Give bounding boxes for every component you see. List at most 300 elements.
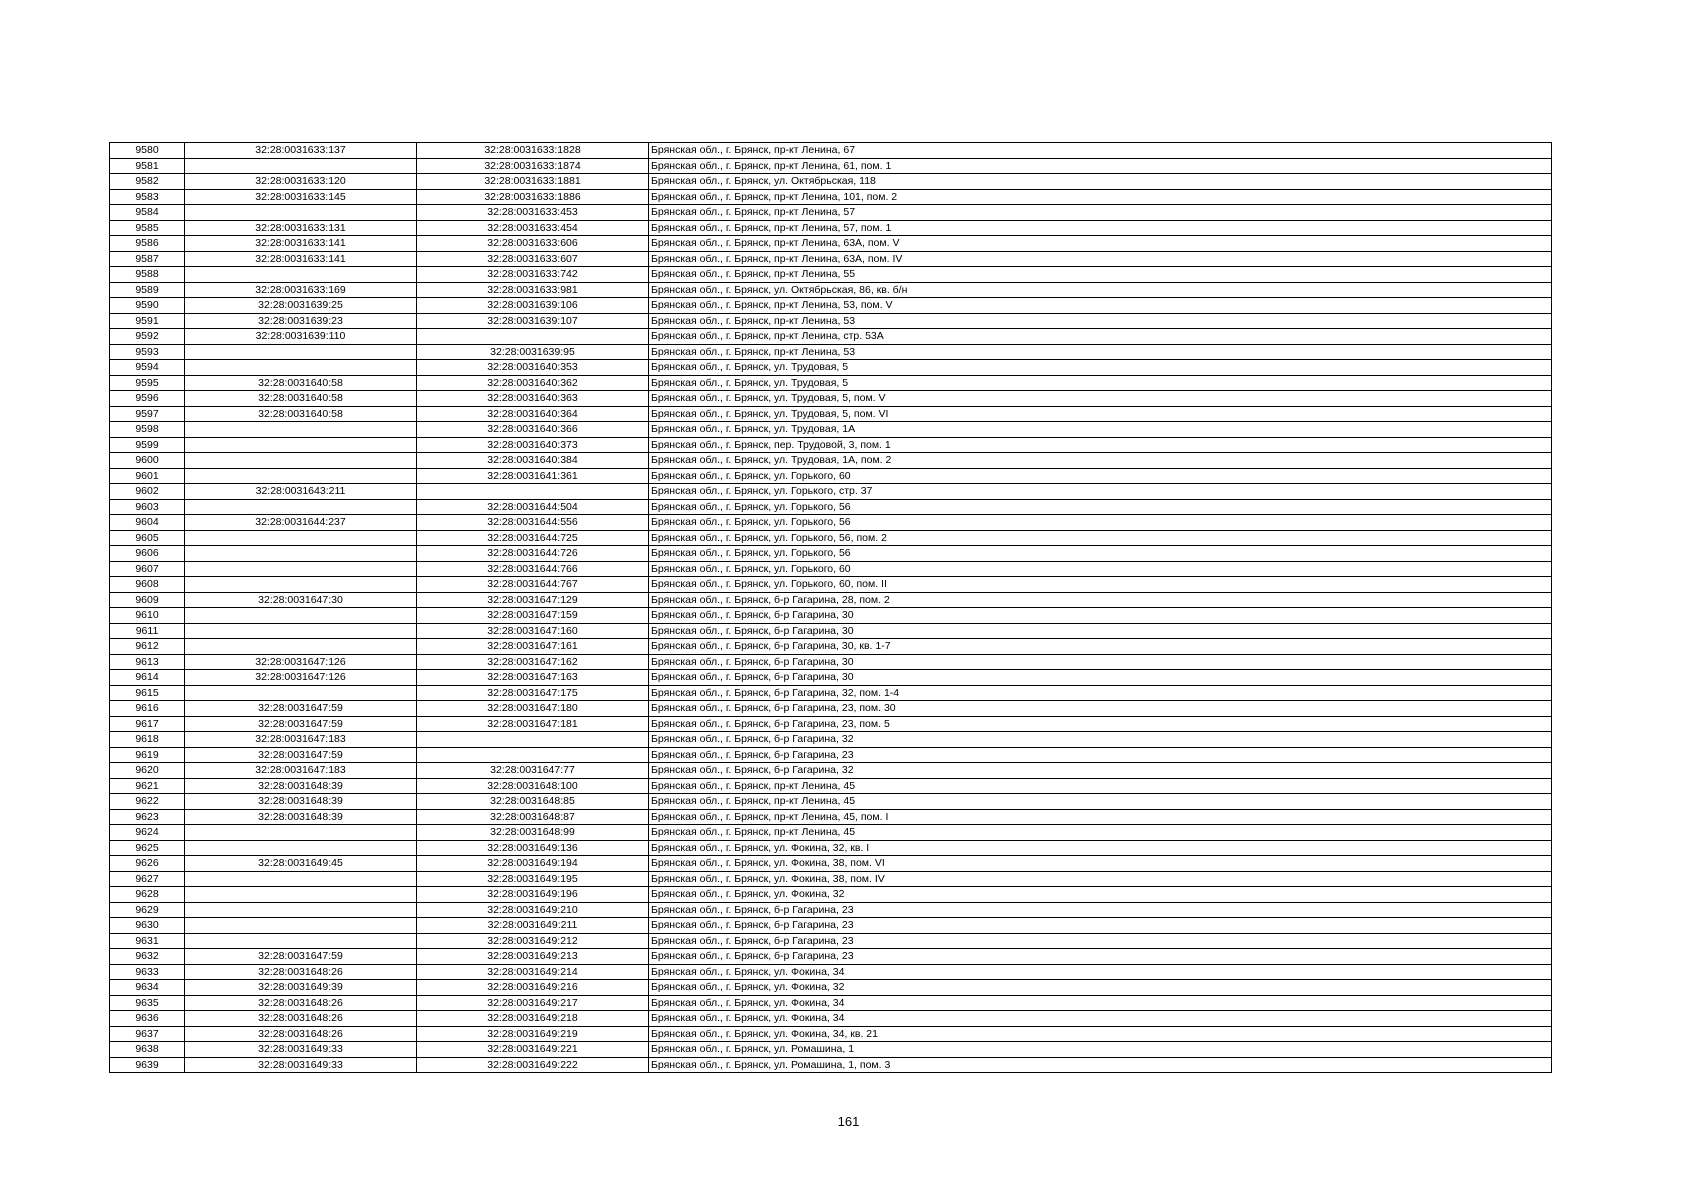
cadastral-number-cell: 32:28:0031639:106 (417, 298, 649, 314)
parent-cadastral-number-cell: 32:28:0031648:39 (185, 809, 417, 825)
table-row (110, 778, 1552, 794)
table-row (110, 592, 1552, 608)
address-cell: Брянская обл., г. Брянск, пр-кт Ленина, 53 (649, 344, 1552, 360)
address-cell: Брянская обл., г. Брянск, ул. Фокина, 32 (649, 980, 1552, 996)
parent-cadastral-number-cell (185, 577, 417, 593)
parent-cadastral-number-cell (185, 871, 417, 887)
cadastral-number-cell: 32:28:0031640:373 (417, 437, 649, 453)
cadastral-number-cell: 32:28:0031649:216 (417, 980, 649, 996)
table-row (110, 995, 1552, 1011)
parent-cadastral-number-cell: 32:28:0031633:141 (185, 251, 417, 267)
row-number-cell: 9626 (110, 856, 185, 872)
row-number-cell: 9594 (110, 360, 185, 376)
table-row (110, 329, 1552, 345)
table-row (110, 964, 1552, 980)
address-cell: Брянская обл., г. Брянск, пр-кт Ленина, 61, пом. 1 (649, 158, 1552, 174)
row-number-cell: 9619 (110, 747, 185, 763)
cadastral-number-cell: 32:28:0031649:222 (417, 1057, 649, 1073)
address-cell: Брянская обл., г. Брянск, ул. Трудовая, 5, пом. VI (649, 406, 1552, 422)
cadastral-number-cell: 32:28:0031640:362 (417, 375, 649, 391)
parent-cadastral-number-cell: 32:28:0031649:45 (185, 856, 417, 872)
cadastral-number-cell: 32:28:0031633:453 (417, 205, 649, 221)
parent-cadastral-number-cell (185, 453, 417, 469)
cadastral-number-cell: 32:28:0031647:175 (417, 685, 649, 701)
cadastral-number-cell: 32:28:0031644:767 (417, 577, 649, 593)
address-cell: Брянская обл., г. Брянск, ул. Трудовая, 5, пом. V (649, 391, 1552, 407)
parent-cadastral-number-cell (185, 639, 417, 655)
table-row (110, 716, 1552, 732)
row-number-cell: 9604 (110, 515, 185, 531)
parent-cadastral-number-cell (185, 344, 417, 360)
parent-cadastral-number-cell: 32:28:0031633:137 (185, 143, 417, 159)
cadastral-number-cell: 32:28:0031640:384 (417, 453, 649, 469)
parent-cadastral-number-cell: 32:28:0031647:59 (185, 949, 417, 965)
table-row (110, 453, 1552, 469)
table-row (110, 623, 1552, 639)
address-cell: Брянская обл., г. Брянск, ул. Горького, 56 (649, 515, 1552, 531)
row-number-cell: 9609 (110, 592, 185, 608)
table-row (110, 949, 1552, 965)
table-row (110, 236, 1552, 252)
table-row (110, 856, 1552, 872)
parent-cadastral-number-cell (185, 267, 417, 283)
parent-cadastral-number-cell (185, 887, 417, 903)
parent-cadastral-number-cell (185, 561, 417, 577)
row-number-cell: 9623 (110, 809, 185, 825)
cadastral-number-cell: 32:28:0031633:1828 (417, 143, 649, 159)
cadastral-number-cell: 32:28:0031649:219 (417, 1026, 649, 1042)
parent-cadastral-number-cell: 32:28:0031643:211 (185, 484, 417, 500)
row-number-cell: 9625 (110, 840, 185, 856)
row-number-cell: 9621 (110, 778, 185, 794)
cadastral-number-cell: 32:28:0031644:556 (417, 515, 649, 531)
cadastral-number-cell: 32:28:0031644:504 (417, 499, 649, 515)
parent-cadastral-number-cell (185, 546, 417, 562)
parent-cadastral-number-cell: 32:28:0031647:30 (185, 592, 417, 608)
cadastral-number-cell (417, 484, 649, 500)
row-number-cell: 9585 (110, 220, 185, 236)
table-row (110, 391, 1552, 407)
row-number-cell: 9597 (110, 406, 185, 422)
parent-cadastral-number-cell (185, 918, 417, 934)
cadastral-number-cell: 32:28:0031648:100 (417, 778, 649, 794)
address-cell: Брянская обл., г. Брянск, б-р Гагарина, 23 (649, 933, 1552, 949)
address-cell: Брянская обл., г. Брянск, ул. Трудовая, 1А, пом. 2 (649, 453, 1552, 469)
parent-cadastral-number-cell: 32:28:0031633:141 (185, 236, 417, 252)
cadastral-number-cell: 32:28:0031639:107 (417, 313, 649, 329)
table-row (110, 1011, 1552, 1027)
row-number-cell: 9620 (110, 763, 185, 779)
address-cell: Брянская обл., г. Брянск, б-р Гагарина, 30 (649, 608, 1552, 624)
page-number: 161 (837, 1114, 860, 1129)
parent-cadastral-number-cell: 32:28:0031639:25 (185, 298, 417, 314)
address-cell: Брянская обл., г. Брянск, ул. Фокина, 38, пом. IV (649, 871, 1552, 887)
cadastral-number-cell: 32:28:0031649:212 (417, 933, 649, 949)
address-cell: Брянская обл., г. Брянск, ул. Горького, 60 (649, 468, 1552, 484)
row-number-cell: 9593 (110, 344, 185, 360)
row-number-cell: 9608 (110, 577, 185, 593)
address-cell: Брянская обл., г. Брянск, ул. Горького, 60 (649, 561, 1552, 577)
address-cell: Брянская обл., г. Брянск, б-р Гагарина, 28, пом. 2 (649, 592, 1552, 608)
table-row (110, 918, 1552, 934)
address-cell: Брянская обл., г. Брянск, пр-кт Ленина, 45, пом. I (649, 809, 1552, 825)
address-cell: Брянская обл., г. Брянск, б-р Гагарина, 30, кв. 1-7 (649, 639, 1552, 655)
cadastral-number-cell: 32:28:0031648:85 (417, 794, 649, 810)
address-cell: Брянская обл., г. Брянск, ул. Фокина, 34 (649, 964, 1552, 980)
row-number-cell: 9587 (110, 251, 185, 267)
row-number-cell: 9591 (110, 313, 185, 329)
table-row (110, 763, 1552, 779)
parent-cadastral-number-cell: 32:28:0031648:26 (185, 964, 417, 980)
row-number-cell: 9630 (110, 918, 185, 934)
row-number-cell: 9592 (110, 329, 185, 345)
address-cell: Брянская обл., г. Брянск, б-р Гагарина, 30 (649, 623, 1552, 639)
parent-cadastral-number-cell (185, 360, 417, 376)
cadastral-number-cell: 32:28:0031649:196 (417, 887, 649, 903)
cadastral-number-cell: 32:28:0031644:726 (417, 546, 649, 562)
cadastral-number-cell: 32:28:0031647:180 (417, 701, 649, 717)
parent-cadastral-number-cell: 32:28:0031648:39 (185, 794, 417, 810)
cadastral-table (109, 142, 1552, 1073)
table-row (110, 515, 1552, 531)
parent-cadastral-number-cell: 32:28:0031648:26 (185, 1026, 417, 1042)
table-row (110, 546, 1552, 562)
cadastral-number-cell: 32:28:0031644:766 (417, 561, 649, 577)
address-cell: Брянская обл., г. Брянск, ул. Трудовая, 1А (649, 422, 1552, 438)
row-number-cell: 9628 (110, 887, 185, 903)
table-row (110, 887, 1552, 903)
row-number-cell: 9622 (110, 794, 185, 810)
row-number-cell: 9615 (110, 685, 185, 701)
address-cell: Брянская обл., г. Брянск, пер. Трудовой, 3, пом. 1 (649, 437, 1552, 453)
parent-cadastral-number-cell: 32:28:0031639:23 (185, 313, 417, 329)
address-cell: Брянская обл., г. Брянск, б-р Гагарина, 23 (649, 949, 1552, 965)
cadastral-number-cell: 32:28:0031649:211 (417, 918, 649, 934)
parent-cadastral-number-cell: 32:28:0031647:126 (185, 670, 417, 686)
row-number-cell: 9627 (110, 871, 185, 887)
cadastral-number-cell: 32:28:0031633:981 (417, 282, 649, 298)
table-row (110, 189, 1552, 205)
address-cell: Брянская обл., г. Брянск, ул. Октябрьская, 86, кв. б/н (649, 282, 1552, 298)
cadastral-number-cell: 32:28:0031649:194 (417, 856, 649, 872)
table-row (110, 344, 1552, 360)
cadastral-number-cell: 32:28:0031649:217 (417, 995, 649, 1011)
cadastral-number-cell: 32:28:0031649:210 (417, 902, 649, 918)
cadastral-number-cell: 32:28:0031649:218 (417, 1011, 649, 1027)
parent-cadastral-number-cell: 32:28:0031647:183 (185, 732, 417, 748)
table-row (110, 468, 1552, 484)
parent-cadastral-number-cell: 32:28:0031647:59 (185, 701, 417, 717)
cadastral-number-cell (417, 329, 649, 345)
address-cell: Брянская обл., г. Брянск, пр-кт Ленина, 63А, пом. IV (649, 251, 1552, 267)
address-cell: Брянская обл., г. Брянск, пр-кт Ленина, 53, пом. V (649, 298, 1552, 314)
address-cell: Брянская обл., г. Брянск, б-р Гагарина, 23 (649, 747, 1552, 763)
row-number-cell: 9589 (110, 282, 185, 298)
row-number-cell: 9638 (110, 1042, 185, 1058)
address-cell: Брянская обл., г. Брянск, пр-кт Ленина, стр. 53А (649, 329, 1552, 345)
address-cell: Брянская обл., г. Брянск, ул. Ромашина, 1, пом. 3 (649, 1057, 1552, 1073)
row-number-cell: 9603 (110, 499, 185, 515)
row-number-cell: 9611 (110, 623, 185, 639)
table-row (110, 499, 1552, 515)
address-cell: Брянская обл., г. Брянск, ул. Фокина, 32, кв. I (649, 840, 1552, 856)
table-row (110, 639, 1552, 655)
table-row (110, 375, 1552, 391)
row-number-cell: 9639 (110, 1057, 185, 1073)
row-number-cell: 9586 (110, 236, 185, 252)
row-number-cell: 9598 (110, 422, 185, 438)
table-row (110, 871, 1552, 887)
table-row (110, 484, 1552, 500)
row-number-cell: 9584 (110, 205, 185, 221)
table-row (110, 1026, 1552, 1042)
parent-cadastral-number-cell (185, 422, 417, 438)
table-row (110, 267, 1552, 283)
row-number-cell: 9635 (110, 995, 185, 1011)
cadastral-number-cell: 32:28:0031633:742 (417, 267, 649, 283)
cadastral-number-cell: 32:28:0031649:195 (417, 871, 649, 887)
table-row (110, 747, 1552, 763)
cadastral-number-cell: 32:28:0031649:213 (417, 949, 649, 965)
table-row (110, 933, 1552, 949)
cadastral-number-cell: 32:28:0031640:353 (417, 360, 649, 376)
address-cell: Брянская обл., г. Брянск, б-р Гагарина, 23 (649, 918, 1552, 934)
parent-cadastral-number-cell (185, 933, 417, 949)
parent-cadastral-number-cell (185, 530, 417, 546)
cadastral-number-cell: 32:28:0031640:363 (417, 391, 649, 407)
table-row (110, 220, 1552, 236)
row-number-cell: 9583 (110, 189, 185, 205)
address-cell: Брянская обл., г. Брянск, ул. Трудовая, 5 (649, 360, 1552, 376)
address-cell: Брянская обл., г. Брянск, ул. Октябрьская, 118 (649, 174, 1552, 190)
table-row (110, 298, 1552, 314)
address-cell: Брянская обл., г. Брянск, ул. Ромашина, 1 (649, 1042, 1552, 1058)
cadastral-number-cell: 32:28:0031647:161 (417, 639, 649, 655)
row-number-cell: 9612 (110, 639, 185, 655)
row-number-cell: 9634 (110, 980, 185, 996)
table-row (110, 313, 1552, 329)
table-row (110, 158, 1552, 174)
parent-cadastral-number-cell: 32:28:0031649:39 (185, 980, 417, 996)
cadastral-number-cell: 32:28:0031647:163 (417, 670, 649, 686)
table-row (110, 902, 1552, 918)
row-number-cell: 9605 (110, 530, 185, 546)
table-row (110, 530, 1552, 546)
table-row (110, 561, 1552, 577)
parent-cadastral-number-cell (185, 437, 417, 453)
address-cell: Брянская обл., г. Брянск, пр-кт Ленина, 57, пом. 1 (649, 220, 1552, 236)
row-number-cell: 9610 (110, 608, 185, 624)
parent-cadastral-number-cell: 32:28:0031633:131 (185, 220, 417, 236)
table-row (110, 1042, 1552, 1058)
row-number-cell: 9599 (110, 437, 185, 453)
cadastral-number-cell: 32:28:0031640:364 (417, 406, 649, 422)
cadastral-number-cell: 32:28:0031648:99 (417, 825, 649, 841)
address-cell: Брянская обл., г. Брянск, ул. Горького, 56 (649, 499, 1552, 515)
row-number-cell: 9595 (110, 375, 185, 391)
parent-cadastral-number-cell: 32:28:0031639:110 (185, 329, 417, 345)
table-row (110, 840, 1552, 856)
table-row (110, 980, 1552, 996)
table-row (110, 251, 1552, 267)
address-cell: Брянская обл., г. Брянск, ул. Горького, 56 (649, 546, 1552, 562)
address-cell: Брянская обл., г. Брянск, ул. Фокина, 34 (649, 1011, 1552, 1027)
cadastral-number-cell: 32:28:0031633:1886 (417, 189, 649, 205)
address-cell: Брянская обл., г. Брянск, пр-кт Ленина, 63А, пом. V (649, 236, 1552, 252)
address-cell: Брянская обл., г. Брянск, б-р Гагарина, 23, пом. 5 (649, 716, 1552, 732)
table-row (110, 205, 1552, 221)
table-row (110, 654, 1552, 670)
cadastral-number-cell: 32:28:0031639:95 (417, 344, 649, 360)
parent-cadastral-number-cell: 32:28:0031633:145 (185, 189, 417, 205)
parent-cadastral-number-cell: 32:28:0031648:39 (185, 778, 417, 794)
cadastral-number-cell: 32:28:0031647:162 (417, 654, 649, 670)
address-cell: Брянская обл., г. Брянск, ул. Фокина, 38, пом. VI (649, 856, 1552, 872)
address-cell: Брянская обл., г. Брянск, б-р Гагарина, 30 (649, 654, 1552, 670)
row-number-cell: 9633 (110, 964, 185, 980)
cadastral-number-cell: 32:28:0031649:221 (417, 1042, 649, 1058)
table-row (110, 732, 1552, 748)
row-number-cell: 9629 (110, 902, 185, 918)
table-row (110, 577, 1552, 593)
table-row (110, 406, 1552, 422)
address-cell: Брянская обл., г. Брянск, пр-кт Ленина, 45 (649, 778, 1552, 794)
table-row (110, 685, 1552, 701)
cadastral-number-cell: 32:28:0031640:366 (417, 422, 649, 438)
address-cell: Брянская обл., г. Брянск, б-р Гагарина, 23 (649, 902, 1552, 918)
address-cell: Брянская обл., г. Брянск, б-р Гагарина, 32 (649, 763, 1552, 779)
table-row (110, 282, 1552, 298)
table-row (110, 422, 1552, 438)
parent-cadastral-number-cell: 32:28:0031633:169 (185, 282, 417, 298)
cadastral-number-cell: 32:28:0031641:361 (417, 468, 649, 484)
table-row (110, 1057, 1552, 1073)
table-row (110, 809, 1552, 825)
cadastral-number-cell (417, 732, 649, 748)
address-cell: Брянская обл., г. Брянск, пр-кт Ленина, 101, пом. 2 (649, 189, 1552, 205)
table-row (110, 670, 1552, 686)
row-number-cell: 9614 (110, 670, 185, 686)
cadastral-number-cell: 32:28:0031633:1874 (417, 158, 649, 174)
table-row (110, 701, 1552, 717)
parent-cadastral-number-cell (185, 685, 417, 701)
table-body (110, 143, 1552, 1073)
row-number-cell: 9582 (110, 174, 185, 190)
address-cell: Брянская обл., г. Брянск, б-р Гагарина, 30 (649, 670, 1552, 686)
row-number-cell: 9632 (110, 949, 185, 965)
parent-cadastral-number-cell (185, 499, 417, 515)
row-number-cell: 9588 (110, 267, 185, 283)
row-number-cell: 9636 (110, 1011, 185, 1027)
cadastral-number-cell (417, 747, 649, 763)
cadastral-number-cell: 32:28:0031649:214 (417, 964, 649, 980)
cadastral-number-cell: 32:28:0031647:77 (417, 763, 649, 779)
parent-cadastral-number-cell (185, 902, 417, 918)
address-cell: Брянская обл., г. Брянск, пр-кт Ленина, 55 (649, 267, 1552, 283)
address-cell: Брянская обл., г. Брянск, пр-кт Ленина, 57 (649, 205, 1552, 221)
address-cell: Брянская обл., г. Брянск, ул. Фокина, 32 (649, 887, 1552, 903)
row-number-cell: 9631 (110, 933, 185, 949)
row-number-cell: 9596 (110, 391, 185, 407)
table-row (110, 608, 1552, 624)
address-cell: Брянская обл., г. Брянск, пр-кт Ленина, 67 (649, 143, 1552, 159)
cadastral-number-cell: 32:28:0031633:454 (417, 220, 649, 236)
parent-cadastral-number-cell (185, 205, 417, 221)
row-number-cell: 9590 (110, 298, 185, 314)
table-row (110, 360, 1552, 376)
row-number-cell: 9601 (110, 468, 185, 484)
table-row (110, 825, 1552, 841)
table-row (110, 794, 1552, 810)
parent-cadastral-number-cell: 32:28:0031649:33 (185, 1042, 417, 1058)
row-number-cell: 9618 (110, 732, 185, 748)
table-row (110, 437, 1552, 453)
row-number-cell: 9602 (110, 484, 185, 500)
parent-cadastral-number-cell: 32:28:0031647:126 (185, 654, 417, 670)
table-row (110, 143, 1552, 159)
parent-cadastral-number-cell (185, 468, 417, 484)
address-cell: Брянская обл., г. Брянск, б-р Гагарина, 32, пом. 1-4 (649, 685, 1552, 701)
address-cell: Брянская обл., г. Брянск, пр-кт Ленина, 45 (649, 794, 1552, 810)
row-number-cell: 9607 (110, 561, 185, 577)
address-cell: Брянская обл., г. Брянск, ул. Горького, стр. 37 (649, 484, 1552, 500)
cadastral-number-cell: 32:28:0031647:160 (417, 623, 649, 639)
parent-cadastral-number-cell (185, 840, 417, 856)
address-cell: Брянская обл., г. Брянск, ул. Горького, 56, пом. 2 (649, 530, 1552, 546)
address-cell: Брянская обл., г. Брянск, пр-кт Ленина, 45 (649, 825, 1552, 841)
parent-cadastral-number-cell: 32:28:0031644:237 (185, 515, 417, 531)
row-number-cell: 9580 (110, 143, 185, 159)
parent-cadastral-number-cell: 32:28:0031640:58 (185, 375, 417, 391)
address-cell: Брянская обл., г. Брянск, ул. Трудовая, 5 (649, 375, 1552, 391)
parent-cadastral-number-cell (185, 825, 417, 841)
row-number-cell: 9606 (110, 546, 185, 562)
parent-cadastral-number-cell (185, 623, 417, 639)
address-cell: Брянская обл., г. Брянск, ул. Горького, 60, пом. II (649, 577, 1552, 593)
parent-cadastral-number-cell: 32:28:0031640:58 (185, 406, 417, 422)
row-number-cell: 9624 (110, 825, 185, 841)
parent-cadastral-number-cell (185, 158, 417, 174)
cadastral-number-cell: 32:28:0031644:725 (417, 530, 649, 546)
row-number-cell: 9637 (110, 1026, 185, 1042)
cadastral-number-cell: 32:28:0031633:1881 (417, 174, 649, 190)
address-cell: Брянская обл., г. Брянск, ул. Фокина, 34 (649, 995, 1552, 1011)
row-number-cell: 9600 (110, 453, 185, 469)
address-cell: Брянская обл., г. Брянск, б-р Гагарина, 23, пом. 30 (649, 701, 1552, 717)
cadastral-number-cell: 32:28:0031647:129 (417, 592, 649, 608)
address-cell: Брянская обл., г. Брянск, ул. Фокина, 34, кв. 21 (649, 1026, 1552, 1042)
row-number-cell: 9616 (110, 701, 185, 717)
parent-cadastral-number-cell: 32:28:0031647:183 (185, 763, 417, 779)
parent-cadastral-number-cell: 32:28:0031648:26 (185, 995, 417, 1011)
cadastral-number-cell: 32:28:0031633:606 (417, 236, 649, 252)
address-cell: Брянская обл., г. Брянск, б-р Гагарина, 32 (649, 732, 1552, 748)
address-cell: Брянская обл., г. Брянск, пр-кт Ленина, 53 (649, 313, 1552, 329)
cadastral-number-cell: 32:28:0031648:87 (417, 809, 649, 825)
cadastral-number-cell: 32:28:0031633:607 (417, 251, 649, 267)
parent-cadastral-number-cell: 32:28:0031647:59 (185, 747, 417, 763)
cadastral-number-cell: 32:28:0031649:136 (417, 840, 649, 856)
parent-cadastral-number-cell (185, 608, 417, 624)
parent-cadastral-number-cell: 32:28:0031633:120 (185, 174, 417, 190)
table-row (110, 174, 1552, 190)
parent-cadastral-number-cell: 32:28:0031648:26 (185, 1011, 417, 1027)
row-number-cell: 9617 (110, 716, 185, 732)
row-number-cell: 9613 (110, 654, 185, 670)
row-number-cell: 9581 (110, 158, 185, 174)
cadastral-number-cell: 32:28:0031647:159 (417, 608, 649, 624)
cadastral-number-cell: 32:28:0031647:181 (417, 716, 649, 732)
